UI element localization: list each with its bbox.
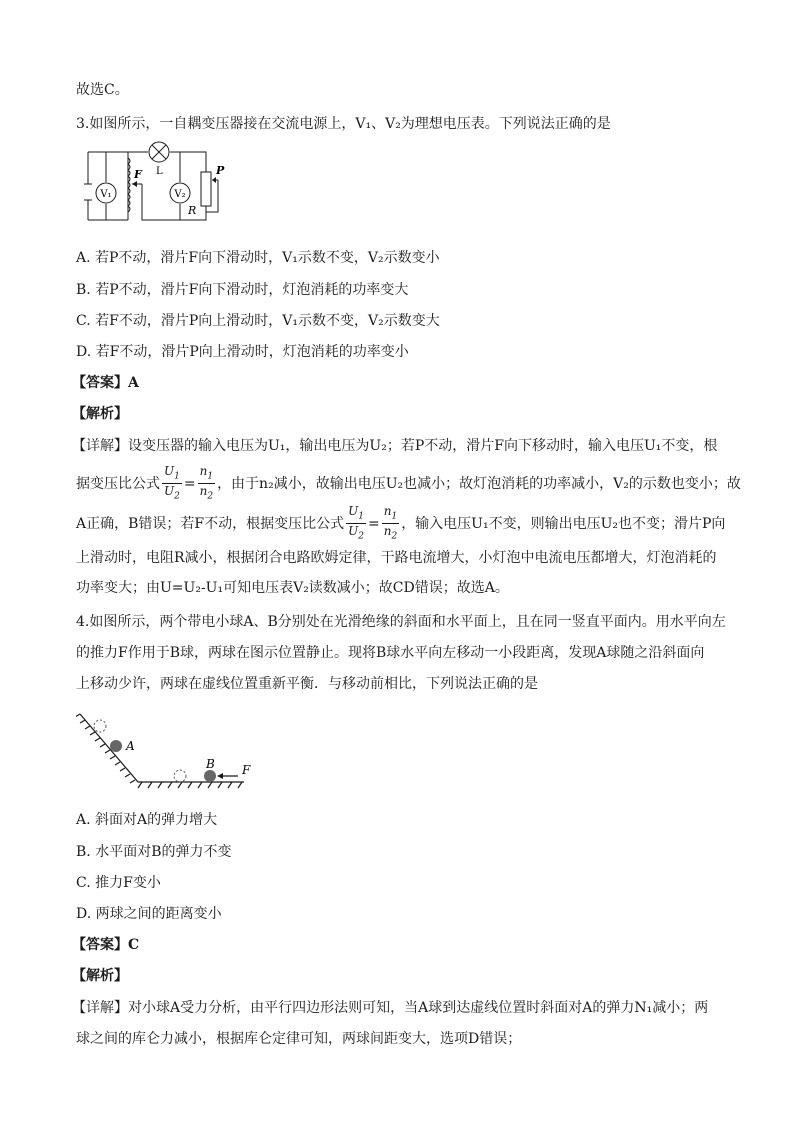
ratio-fraction-u: $\frac{U_1}{U_2}$ (164, 464, 180, 502)
q3-detail-line-2: 据变压比公式 $\frac{U_1}{U_2}$ = $\frac{n_1}{n_2}$ ，由于n₂减小，故输出电压U₂也减小；故灯泡消耗的功率减小，V₂的示数也变小；故 (76, 464, 741, 502)
q4-detail-line-1: 【详解】对小球A受力分析，由平行四边形法则可知，当A球到达虚线位置时斜面对A的弹力N₁减小；两 (72, 1000, 709, 1016)
q4-detail-line-2: 球之间的库仑力减小，根据库仑定律可知，两球间距变大，选项D错误； (76, 1031, 522, 1047)
v2-label: V₂ (174, 189, 186, 200)
q2-conclusion: 故选C。 (76, 82, 129, 98)
force-arrow-icon (217, 773, 223, 779)
q4-stem-line-1: 4.如图所示，两个带电小球A、B分别处在光滑绝缘的斜面和水平面上，且在同一竖直平面内。用水平向左 (76, 614, 726, 630)
p-label: P (216, 164, 225, 177)
ratio-fraction-n: $\frac{n_1}{n_2}$ (199, 464, 214, 502)
q4-answer: 【答案】C (72, 937, 140, 953)
ball-a-icon (110, 740, 122, 752)
rheostat-icon (201, 172, 211, 206)
ball-b-icon (204, 770, 216, 782)
q4-analysis-heading: 【解析】 (72, 968, 128, 984)
l-label: L (156, 166, 163, 177)
v1-label: V₁ (100, 189, 112, 200)
q3-detail-line-1: 【详解】设变压器的输入电压为U₁，输出电压为U₂；若P不动，滑片F向下移动时，输入电压U₁不变，根 (72, 438, 718, 454)
q3-option-c: C. 若F不动，滑片P向上滑动时，V₁示数不变，V₂示数变大 (76, 313, 440, 329)
b-label: B (206, 757, 215, 771)
q3-option-a: A. 若P不动，滑片F向下滑动时，V₁示数不变，V₂示数变小 (76, 250, 440, 266)
q3-option-b: B. 若P不动，滑片F向下滑动时，灯泡消耗的功率变大 (76, 282, 409, 298)
force-f-label: F (242, 763, 251, 777)
q3-detail-line-5: 功率变大；由U=U₂-U₁可知电压表V₂读数减小；故CD错误；故选A。 (76, 580, 509, 596)
q4-option-c: C. 推力F变小 (76, 875, 161, 891)
ball-b-dashed-icon (174, 770, 186, 782)
r-label: R (188, 204, 197, 217)
ball-a-dashed-icon (94, 720, 106, 732)
q3-detail-line-3: A正确，B错误；若F不动，根据变压比公式 $\frac{U_1}{U_2}$ = $\frac{n_1}{n_2}$ ，输入电压U₁不变，则输出电压U₂也不变；滑片P向 (76, 504, 726, 542)
q4-option-a: A. 斜面对A的弹力增大 (76, 812, 218, 828)
a-label: A (126, 739, 135, 753)
f-label: F (134, 168, 142, 181)
q3-detail-line-4: 上滑动时，电阻R减小，根据闭合电路欧姆定律，干路电流增大，小灯泡中电流电压都增大，灯泡消耗的 (76, 550, 717, 566)
ratio-fraction-n-2: $\frac{n_1}{n_2}$ (383, 504, 398, 542)
q3-analysis-heading: 【解析】 (72, 406, 128, 422)
q3-answer: 【答案】A (72, 375, 139, 391)
q4-stem-line-2: 的推力F作用于B球，两球在图示位置静止。现将B球水平向左移动一小段距离，发现A球随之沿斜面向 (76, 645, 705, 661)
q3-stem: 3.如图所示，一自耦变压器接在交流电源上，V₁、V₂为理想电压表。下列说法正确的是 (76, 116, 611, 132)
q3-circuit-figure (76, 140, 226, 232)
q4-option-b: B. 水平面对B的弹力不变 (76, 844, 232, 860)
q4-incline-figure (76, 708, 266, 794)
q4-option-d: D. 两球之间的距离变小 (76, 906, 222, 922)
q3-option-d: D. 若F不动，滑片P向上滑动时，灯泡消耗的功率变小 (76, 344, 409, 360)
q4-stem-line-3: 上移动少许，两球在虚线位置重新平衡．与移动前相比，下列说法正确的是 (76, 676, 538, 692)
ratio-fraction-u-2: $\frac{U_1}{U_2}$ (348, 504, 364, 542)
